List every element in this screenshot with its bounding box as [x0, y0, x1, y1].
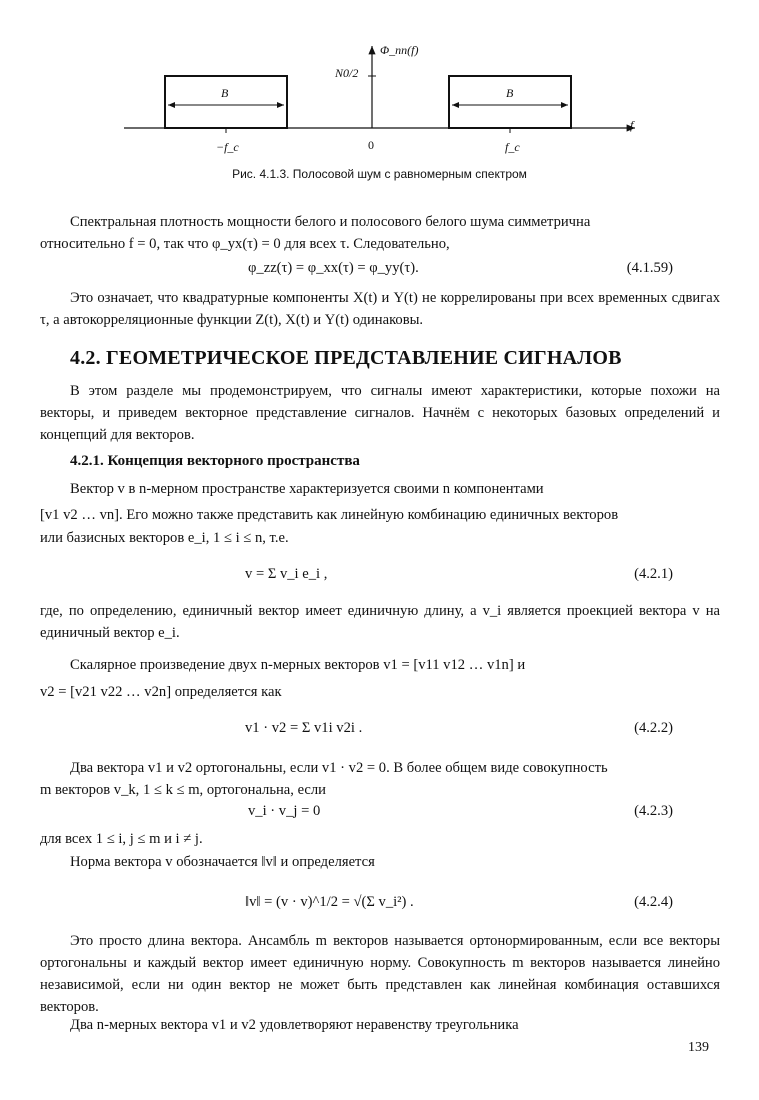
figure-caption: Рис. 4.1.3. Полосовой шум с равномерным спектром — [232, 167, 527, 181]
equation-number: (4.2.4) — [634, 894, 673, 910]
band-label-left: B — [221, 86, 229, 100]
equation-4-2-4: ‖v‖ = (v · v)^1/2 = √(Σ v_i²) . — [245, 894, 414, 910]
paragraph-line: или базисных векторов e_i, 1 ≤ i ≤ n, т.е. — [40, 530, 289, 546]
tick-pos-fc: f_c — [505, 140, 520, 154]
paragraph-line: m векторов v_k, 1 ≤ k ≤ m, ортогональна, если — [40, 782, 326, 798]
spectrum-figure — [110, 38, 650, 158]
section-title: 4.2. ГЕОМЕТРИЧЕСКОЕ ПРЕДСТАВЛЕНИЕ СИГНАЛОВ — [70, 347, 622, 369]
paragraph-line: Два n-мерных вектора v1 и v2 удовлетворяют неравенству треугольника — [70, 1017, 519, 1033]
level-label: N0/2 — [335, 66, 359, 80]
paragraph-line: Скалярное произведение двух n-мерных векторов v1 = [v11 v12 … v1n] и — [70, 657, 526, 673]
equation-number: (4.2.2) — [634, 720, 673, 736]
paragraph-line: v2 = [v21 v22 … v2n] определяется как — [40, 684, 282, 700]
freq-axis-label: f — [630, 118, 634, 132]
paragraph-line: Спектральная плотность мощности белого и полосового белого шума симметрична — [70, 214, 591, 230]
paragraph-line: [v1 v2 … vn]. Его можно также представить как линейную комбинацию единичных векторов — [40, 507, 619, 523]
paragraph: Это просто длина вектора. Ансамбль m векторов называется ортонормированным, если все векторы ортогональны и каждый вектор имеет единичную норму. Совокупность m векторов называется линейно независимой, если ни один вектор не может быть представлен как линейная комбинация оставшихся векторов. — [40, 933, 720, 1015]
tick-zero: 0 — [368, 138, 374, 152]
tick-neg-fc: −f_c — [216, 140, 239, 154]
paragraph: где, по определению, единичный вектор имеет единичную длину, а v_i является проекцией вектора v на единичный вектор e_i. — [40, 603, 720, 641]
equation-number: (4.1.59) — [626, 260, 673, 276]
equation-4-2-2: v1 · v2 = Σ v1i v2i . — [245, 720, 363, 736]
equation-number: (4.2.3) — [634, 803, 673, 819]
equation-4-2-1: v = Σ v_i e_i , — [245, 566, 328, 582]
paragraph-line: Вектор v в n-мерном пространстве характеризуется своими n компонентами — [70, 481, 544, 497]
subsection-title: 4.2.1. Концепция векторного пространства — [70, 453, 360, 469]
equation-4-2-3: v_i · v_j = 0 — [248, 803, 321, 819]
paragraph: В этом разделе мы продемонстрируем, что сигналы имеют характеристики, которые похожи на векторы, и приведем векторное представление сигналов. Начнём с некоторых базовых определений и концепций для векторов. — [40, 383, 720, 443]
page-number: 139 — [688, 1040, 709, 1055]
paragraph-line: относительно f = 0, так что φ_yx(τ) = 0 для всех τ. Следовательно, — [40, 236, 450, 252]
psd-axis-label: Φ_nn(f) — [380, 43, 419, 57]
equation-number: (4.2.1) — [634, 566, 673, 582]
band-label-right: B — [506, 86, 514, 100]
paragraph-line: для всех 1 ≤ i, j ≤ m и i ≠ j. — [40, 831, 203, 847]
paragraph-line: Норма вектора v обозначается ‖v‖ и определяется — [70, 854, 375, 870]
equation-4-1-59: φ_zz(τ) = φ_xx(τ) = φ_yy(τ). — [248, 260, 419, 276]
paragraph-line: Два вектора v1 и v2 ортогональны, если v1 · v2 = 0. В более общем виде совокупность — [70, 760, 608, 776]
paragraph: Это означает, что квадратурные компоненты X(t) и Y(t) не коррелированы при всех временных сдвигах τ, а автокорреляционные функции Z(t), X(t) и Y(t) одинаковы. — [40, 290, 720, 328]
